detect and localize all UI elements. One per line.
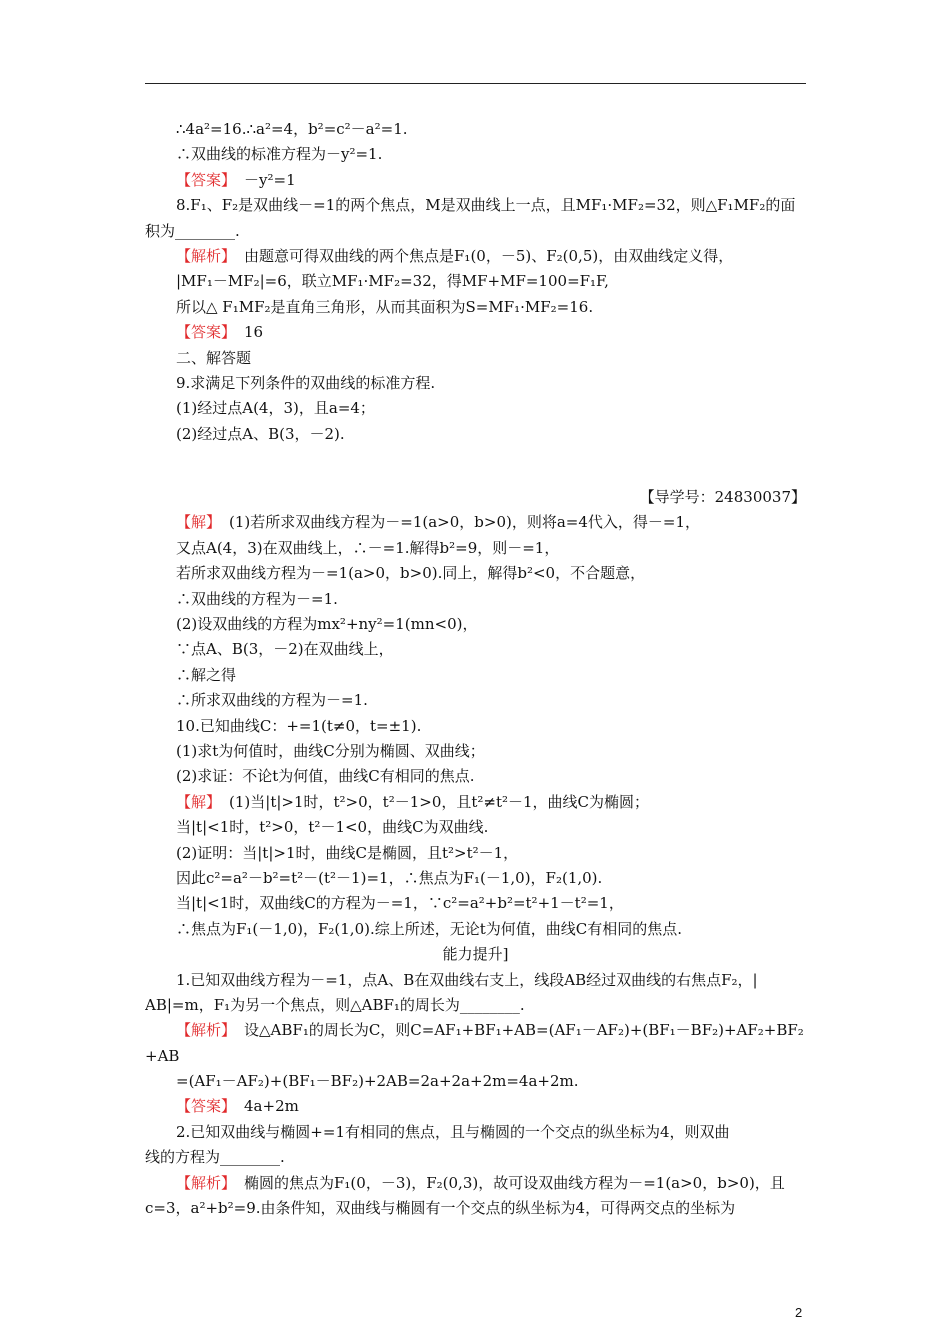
text-line <box>145 1044 806 1069</box>
line-text: (2)设双曲线的方程为mx²+ny²=1(mn<0)， <box>176 615 478 634</box>
text-line <box>145 117 806 142</box>
section-tag: 【答案】 <box>176 170 237 189</box>
line-text: +AB <box>145 1046 180 1065</box>
text-line <box>145 510 806 535</box>
line-text: ∴双曲线的方程为－=1. <box>176 589 338 608</box>
text-line <box>145 1120 806 1145</box>
text-line <box>145 790 806 815</box>
line-text: 又点A(4，3)在双曲线上，∴－=1.解得b²=9，则－=1， <box>176 538 560 557</box>
line-text: 1.已知双曲线方程为－=1，点A、B在双曲线右支上，线段AB经过双曲线的右焦点F₂，| <box>176 970 758 989</box>
text-line <box>145 714 806 739</box>
line-text: (1)当|t|>1时，t²>0，t²－1>0，且t²≠t²－1，曲线C为椭圆； <box>229 792 650 811</box>
text-line <box>145 891 806 916</box>
line-text: (2)证明：当|t|>1时，曲线C是椭圆，且t²>t²－1， <box>176 843 519 862</box>
line-text: 所以△ F₁MF₂是直角三角形，从而其面积为S=MF₁·MF₂=16. <box>176 297 594 316</box>
line-text: ∴焦点为F₁(－1,0)，F₂(1,0).综上所述，无论t为何值，曲线C有相同的焦点. <box>176 919 683 938</box>
line-text: 2.已知双曲线与椭圆+=1有相同的焦点，且与椭圆的一个交点的纵坐标为4，则双曲 <box>176 1122 730 1141</box>
text-line <box>145 219 806 244</box>
text-line <box>145 485 806 510</box>
text-line <box>145 447 806 485</box>
page-number: 2 <box>795 1305 803 1320</box>
text-line <box>145 142 806 167</box>
line-text: 二、解答题 <box>176 348 252 367</box>
line-text: 4a+2m <box>244 1097 299 1116</box>
line-text: 由题意可得双曲线的两个焦点是F₁(0，－5)、F₂(0,5)，由双曲线定义得， <box>244 246 734 265</box>
line-text: 8.F₁、F₂是双曲线－=1的两个焦点，M是双曲线上一点，且MF₁·MF₂=32，则△F₁MF₂的面 <box>176 196 796 215</box>
section-tag: 【解】 <box>176 792 222 811</box>
text-line <box>145 536 806 561</box>
text-line <box>145 815 806 840</box>
text-line <box>145 193 806 218</box>
text-line <box>145 244 806 269</box>
text-line <box>145 612 806 637</box>
text-line <box>145 841 806 866</box>
text-line <box>145 764 806 789</box>
line-text: 【导学号：24830037】 <box>639 488 806 507</box>
text-line <box>145 917 806 942</box>
text-line <box>145 587 806 612</box>
text-line <box>145 422 806 447</box>
line-text: 当|t|<1时，双曲线C的方程为－=1，∵c²=a²+b²=t²+1－t²=1， <box>176 894 624 913</box>
line-text: 线的方程为________. <box>145 1148 285 1167</box>
line-text: ∴解之得 <box>176 665 237 684</box>
line-text: (2)求证：不论t为何值，曲线C有相同的焦点. <box>176 767 475 786</box>
section-tag: 【解析】 <box>176 246 237 265</box>
text-line <box>145 168 806 193</box>
line-text: ∴4a²=16.∴a²=4，b²=c²－a²=1. <box>176 120 408 138</box>
line-text: |MF₁－MF₂|=6，联立MF₁·MF₂=32，得MF+MF=100=F₁F, <box>176 272 609 291</box>
text-line <box>145 1069 806 1094</box>
text-line <box>145 396 806 421</box>
line-text: ∴所求双曲线的方程为－=1. <box>176 691 368 710</box>
text-line <box>145 968 806 993</box>
text-line <box>145 295 806 320</box>
line-text: 10.已知曲线C：+=1(t≠0，t=±1). <box>176 716 422 735</box>
line-text: 设△ABF₁的周长为C，则C=AF₁+BF₁+AB=(AF₁－AF₂)+(BF₁－BF₂)+AF₂+BF₂ <box>244 1021 804 1040</box>
line-text: (1)求t为何值时，曲线C分别为椭圆、双曲线； <box>176 741 485 760</box>
text-line <box>145 320 806 345</box>
text-line <box>145 942 806 967</box>
section-tag: 【答案】 <box>176 1097 237 1116</box>
line-text: 积为________. <box>145 221 240 240</box>
line-text: 椭圆的焦点为F₁(0，－3)，F₂(0,3)，故可设双曲线方程为－=1(a>0，b>0)，且 <box>244 1173 785 1192</box>
text-line <box>145 663 806 688</box>
text-line <box>145 1171 806 1196</box>
text-line <box>145 866 806 891</box>
line-text: (1)经过点A(4，3)，且a=4； <box>176 399 375 418</box>
section-tag: 【解析】 <box>176 1173 237 1192</box>
line-text: 9.求满足下列条件的双曲线的标准方程. <box>176 373 436 392</box>
line-text: =(AF₁－AF₂)+(BF₁－BF₂)+2AB=2a+2a+2m=4a+2m. <box>176 1072 579 1091</box>
line-text: AB|=m，F₁为另一个焦点，则△ABF₁的周长为________. <box>145 995 525 1014</box>
text-line <box>145 371 806 396</box>
text-line <box>145 1018 806 1043</box>
line-text: 因此c²=a²－b²=t²－(t²－1)=1，∴焦点为F₁(－1,0)，F₂(1,0). <box>176 868 603 887</box>
line-text: 能力提升] <box>442 945 509 964</box>
line-text: (1)若所求双曲线方程为－=1(a>0，b>0)，则将a=4代入，得－=1， <box>229 513 701 532</box>
line-text: 若所求双曲线方程为－=1(a>0，b>0).同上，解得b²<0，不合题意， <box>176 564 646 583</box>
document-body <box>145 117 806 1221</box>
text-line <box>145 1094 806 1119</box>
section-tag: 【解析】 <box>176 1021 237 1040</box>
text-line <box>145 346 806 371</box>
header-rule <box>145 83 806 84</box>
text-line <box>145 739 806 764</box>
line-text: ∴双曲线的标准方程为－y²=1. <box>176 145 383 164</box>
section-tag: 【解】 <box>176 513 222 532</box>
text-line <box>145 561 806 586</box>
line-text: －y²=1 <box>244 170 296 189</box>
line-text: 16 <box>244 323 264 342</box>
text-line <box>145 1145 806 1170</box>
text-line <box>145 1196 806 1221</box>
text-line <box>145 688 806 713</box>
text-line <box>145 269 806 294</box>
text-line <box>145 637 806 662</box>
line-text: (2)经过点A、B(3，－2). <box>176 424 345 443</box>
section-tag: 【答案】 <box>176 323 237 342</box>
line-text: ∵点A、B(3，－2)在双曲线上， <box>176 640 394 659</box>
text-line <box>145 993 806 1018</box>
line-text: c=3，a²+b²=9.由条件知，双曲线与椭圆有一个交点的纵坐标为4，可得两交点的坐标为 <box>145 1199 736 1218</box>
line-text: 当|t|<1时，t²>0，t²－1<0，曲线C为双曲线. <box>176 818 489 837</box>
